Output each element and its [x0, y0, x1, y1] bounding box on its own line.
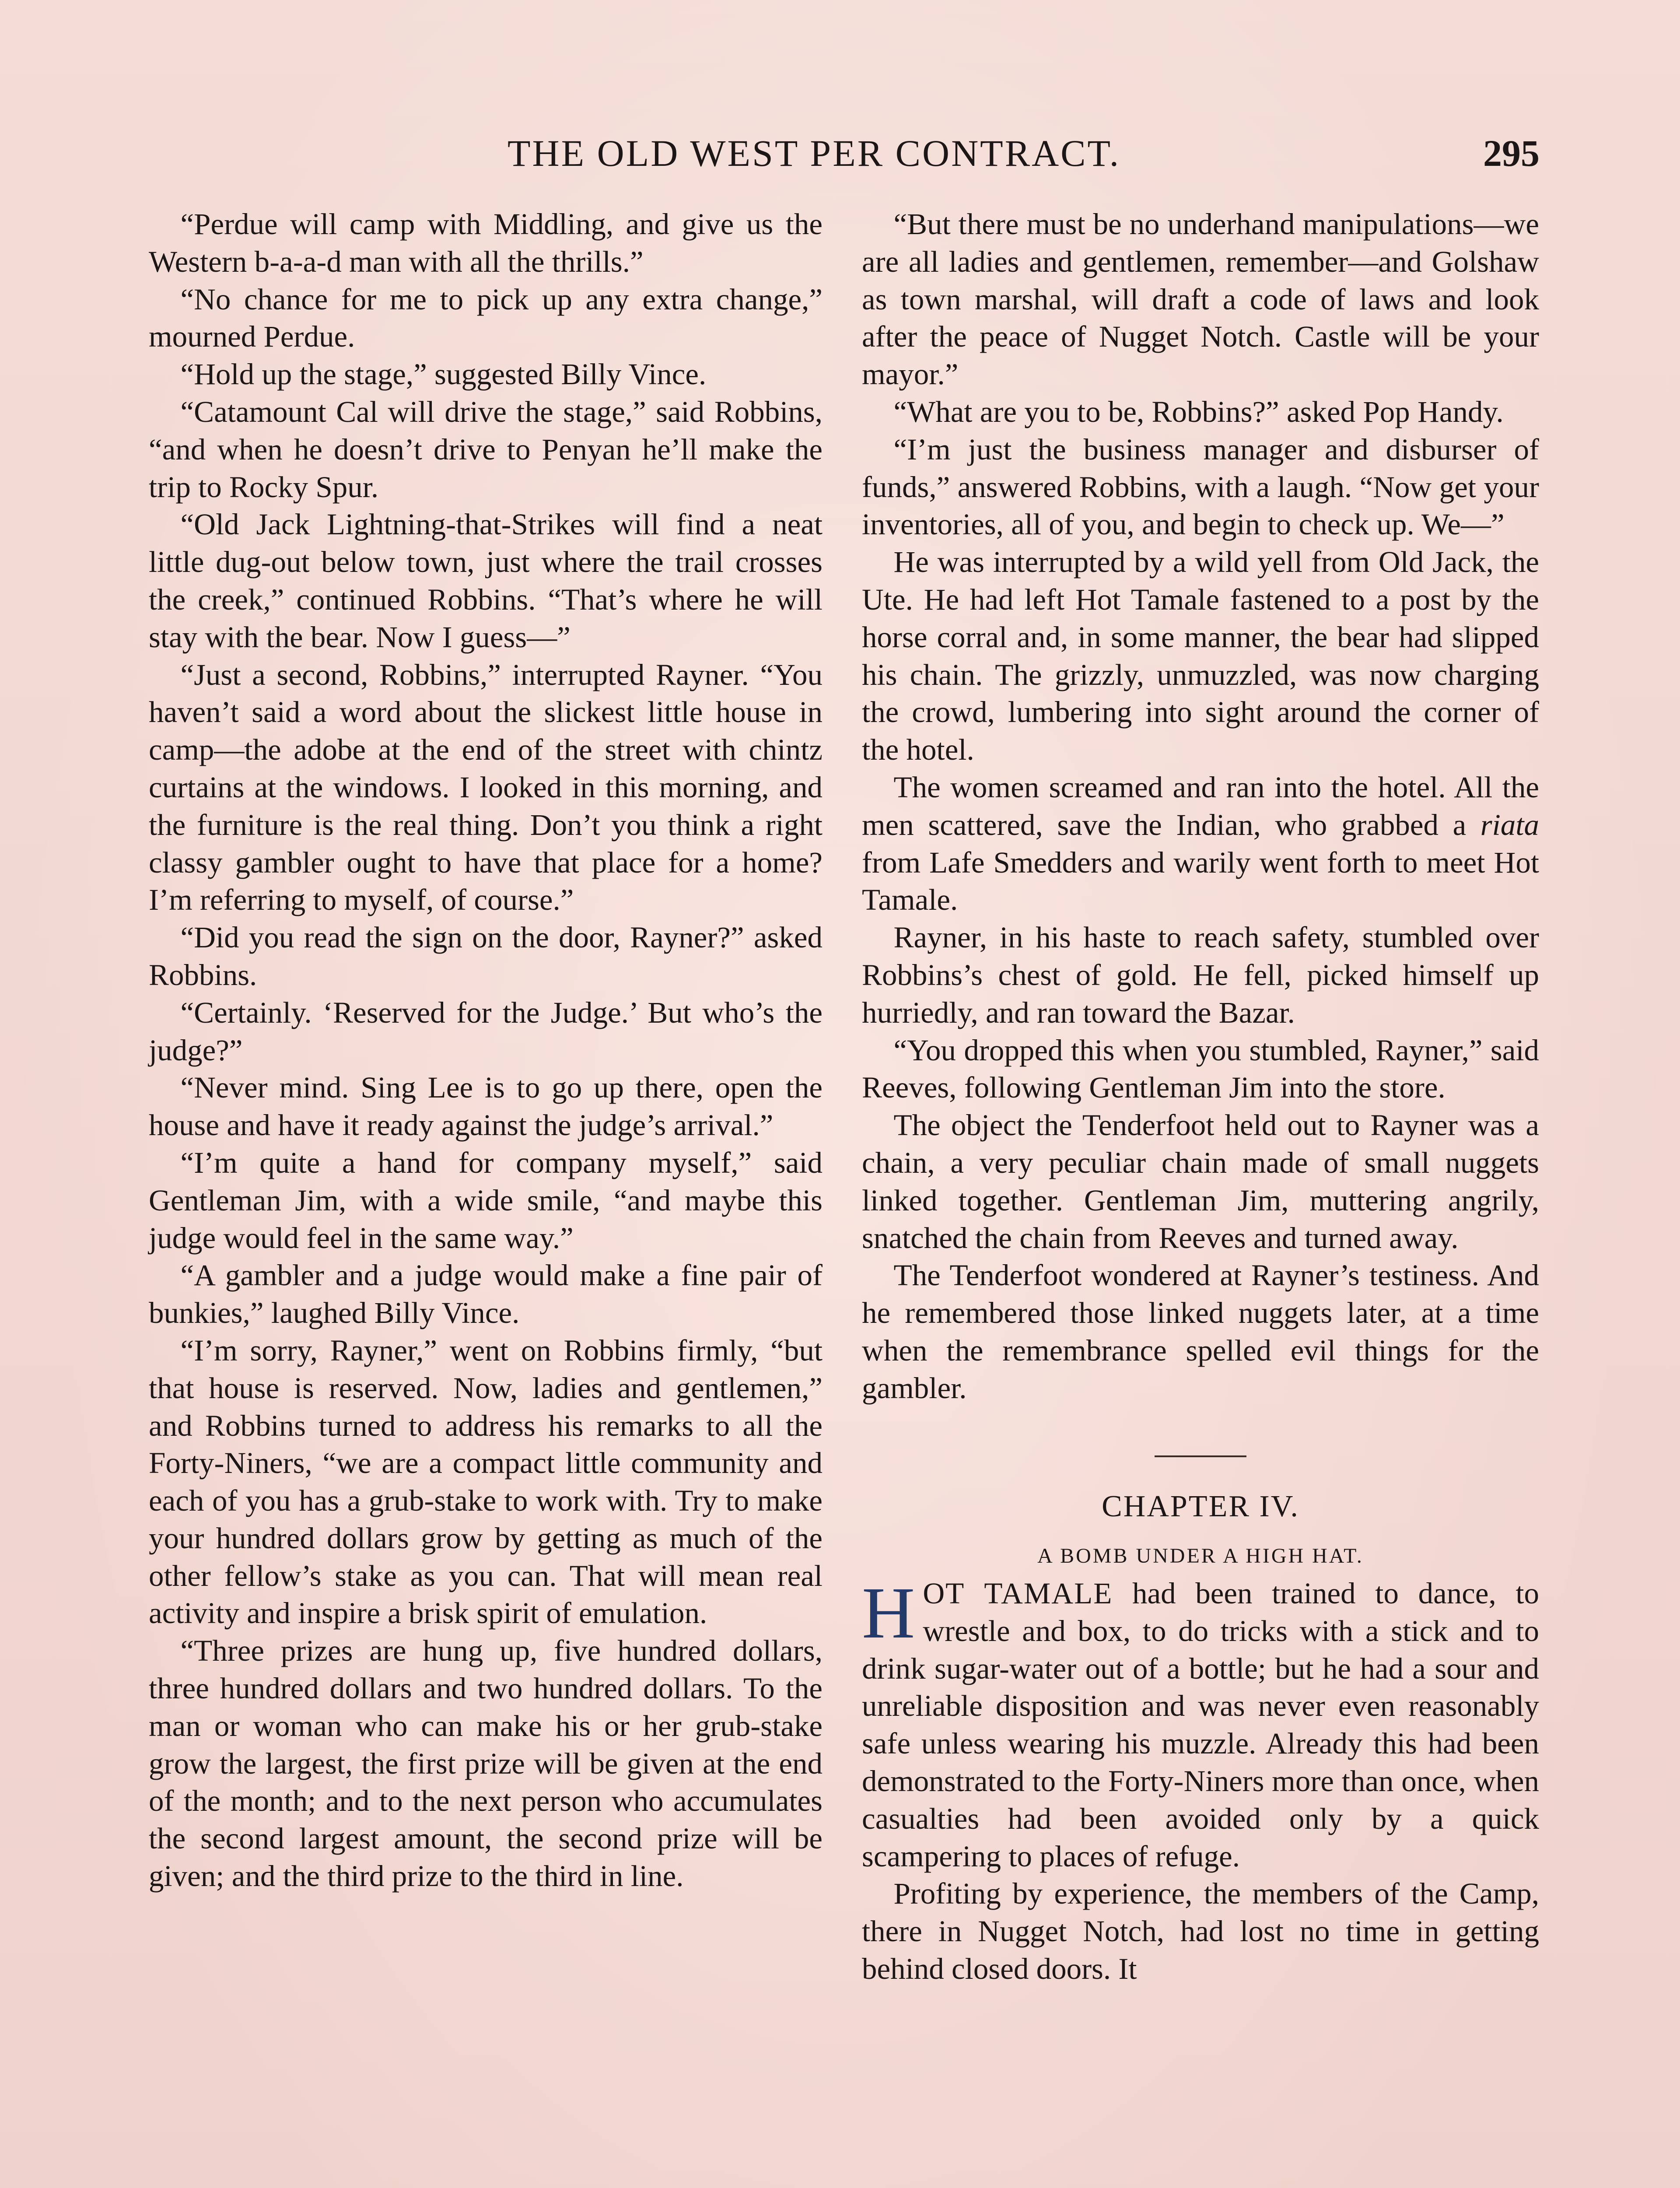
- paragraph: “I’m quite a hand for company myself,” said Gentleman Jim, with a wide smile, “and maybe this judge would feel in the same way.”: [149, 1146, 822, 1255]
- paragraph: Profiting by experience, the members of the Camp, there in Nugget Notch, had lost no time in getting behind closed doors. It: [862, 1877, 1539, 1986]
- chapter-opening-paragraph: [862, 1572, 1539, 1875]
- paragraph: “A gambler and a judge would make a fine pair of bunkies,” laughed Billy Vince.: [149, 1259, 822, 1330]
- paragraph: “Perdue will camp with Middling, and give us the Western b-a-a-d man with all the thrills.”: [149, 207, 822, 278]
- paragraph: The Tenderfoot wondered at Rayner’s testiness. And he remembered those linked nuggets later, at a time when the remembrance spelled evil things for the gambler.: [862, 1259, 1539, 1405]
- paragraph: “Did you read the sign on the door, Rayner?” asked Robbins.: [149, 921, 822, 992]
- right-column: [862, 206, 1539, 1988]
- paragraph: “Just a second, Robbins,” interrupted Rayner. “You haven’t said a word about the slickest little house in camp—the adobe at the end of the street with chintz curtains at the windows. I looked in this morning, and the furniture is the real thing. Don’t you think a right classy gambler ought to have that place for a home? I’m referring to myself, of course.”: [149, 658, 822, 917]
- paragraph: “I’m just the business manager and disburser of funds,” answered Robbins, with a laugh. “Now get your inventories, all of you, and begin to check up. We—”: [862, 432, 1539, 541]
- drop-cap: H: [862, 1572, 915, 1654]
- paragraph-with-italic: [862, 769, 1539, 919]
- paragraph-text-before: The women screamed and ran into the hotel. All the men scattered, save the Indian, who grabbed a: [862, 770, 1539, 842]
- paragraph: “What are you to be, Robbins?” asked Pop Handy.: [893, 395, 1504, 428]
- paragraph: “Never mind. Sing Lee is to go up there, open the house and have it ready against the judge’s arrival.”: [149, 1071, 822, 1142]
- running-head: THE OLD WEST PER CONTRACT.: [508, 132, 1121, 174]
- paragraph: “But there must be no underhand manipulations—we are all ladies and gentlemen, remember—and Golshaw as town marshal, will draft a code of laws and look after the peace of Nugget Notch. Castle will be your mayor.”: [862, 207, 1539, 391]
- chapter-title: CHAPTER IV.: [1102, 1489, 1299, 1523]
- page-header: [0, 131, 1680, 179]
- paragraph: The object the Tenderfoot held out to Rayner was a chain, a very peculiar chain made of small nuggets linked together. Gentleman Jim, muttering angrily, snatched the chain from Reeves and turned away.: [862, 1108, 1539, 1255]
- paragraph: “No chance for me to pick up any extra change,” mourned Perdue.: [149, 282, 822, 354]
- paragraph: Rayner, in his haste to reach safety, stumbled over Robbins’s chest of gold. He fell, picked himself up hurriedly, and ran toward the Bazar.: [862, 921, 1539, 1029]
- paragraph: “I’m sorry, Rayner,” went on Robbins firmly, “but that house is reserved. Now, ladies and gentlemen,” and Robbins turned to address his remarks to all the Forty-Niners, “we are a compact little community and each of you has a grub-stake to work with. Try to make your hundred dollars grow by getting as much of the other fellow’s stake as you can. That will mean real activity and inspire a brisk spirit of emulation.: [149, 1333, 822, 1630]
- paragraph: “Hold up the stage,” suggested Billy Vince.: [180, 358, 707, 391]
- section-divider: [1155, 1455, 1246, 1457]
- paragraph: “Old Jack Lightning-that-Strikes will find a neat little dug-out below town, just where the trail crosses the creek,” continued Robbins. “That’s where he will stay with the bear. Now I guess—”: [149, 508, 822, 654]
- page-number: 295: [1483, 132, 1540, 174]
- opening-caps: OT TAMALE: [923, 1577, 1113, 1610]
- opening-text: had been trained to dance, to wrestle and box, to do tricks with a stick and to drink sugar-water out of a bottle; but he had a sour and unreliable disposition and was never even reasonably safe unless wearing his muzzle. Already this had been demonstrated to the Forty-Niners more than once, when casualties had been avoided only by a quick scampering to places of refuge.: [862, 1577, 1539, 1873]
- paragraph: “Three prizes are hung up, five hundred dollars, three hundred dollars and two hundred dollars. To the man or woman who can make his or her grub-stake grow the largest, the first prize will be given at the end of the month; and to the next person who accumulates the second largest amount, the second prize will be given; and the third prize to the third in line.: [149, 1634, 822, 1893]
- paragraph: “Certainly. ‘Reserved for the Judge.’ But who’s the judge?”: [149, 996, 822, 1067]
- paragraph: “Catamount Cal will drive the stage,” said Robbins, “and when he doesn’t drive to Penyan he’ll make the trip to Rocky Spur.: [149, 395, 822, 504]
- paragraph: He was interrupted by a wild yell from Old Jack, the Ute. He had left Hot Tamale fastened to a post by the horse corral and, in some manner, the bear had slipped his chain. The grizzly, unmuzzled, was now charging the crowd, lumbering into sight around the corner of the hotel.: [862, 545, 1539, 767]
- italic-word: riata: [1480, 808, 1539, 842]
- chapter-subtitle: A BOMB UNDER A HIGH HAT.: [1037, 1544, 1364, 1568]
- paragraph: “You dropped this when you stumbled, Rayner,” said Reeves, following Gentleman Jim into the store.: [862, 1033, 1539, 1105]
- paragraph-text-after: from Lafe Smedders and warily went forth to meet Hot Tamale.: [862, 845, 1539, 917]
- left-column: [149, 206, 822, 1895]
